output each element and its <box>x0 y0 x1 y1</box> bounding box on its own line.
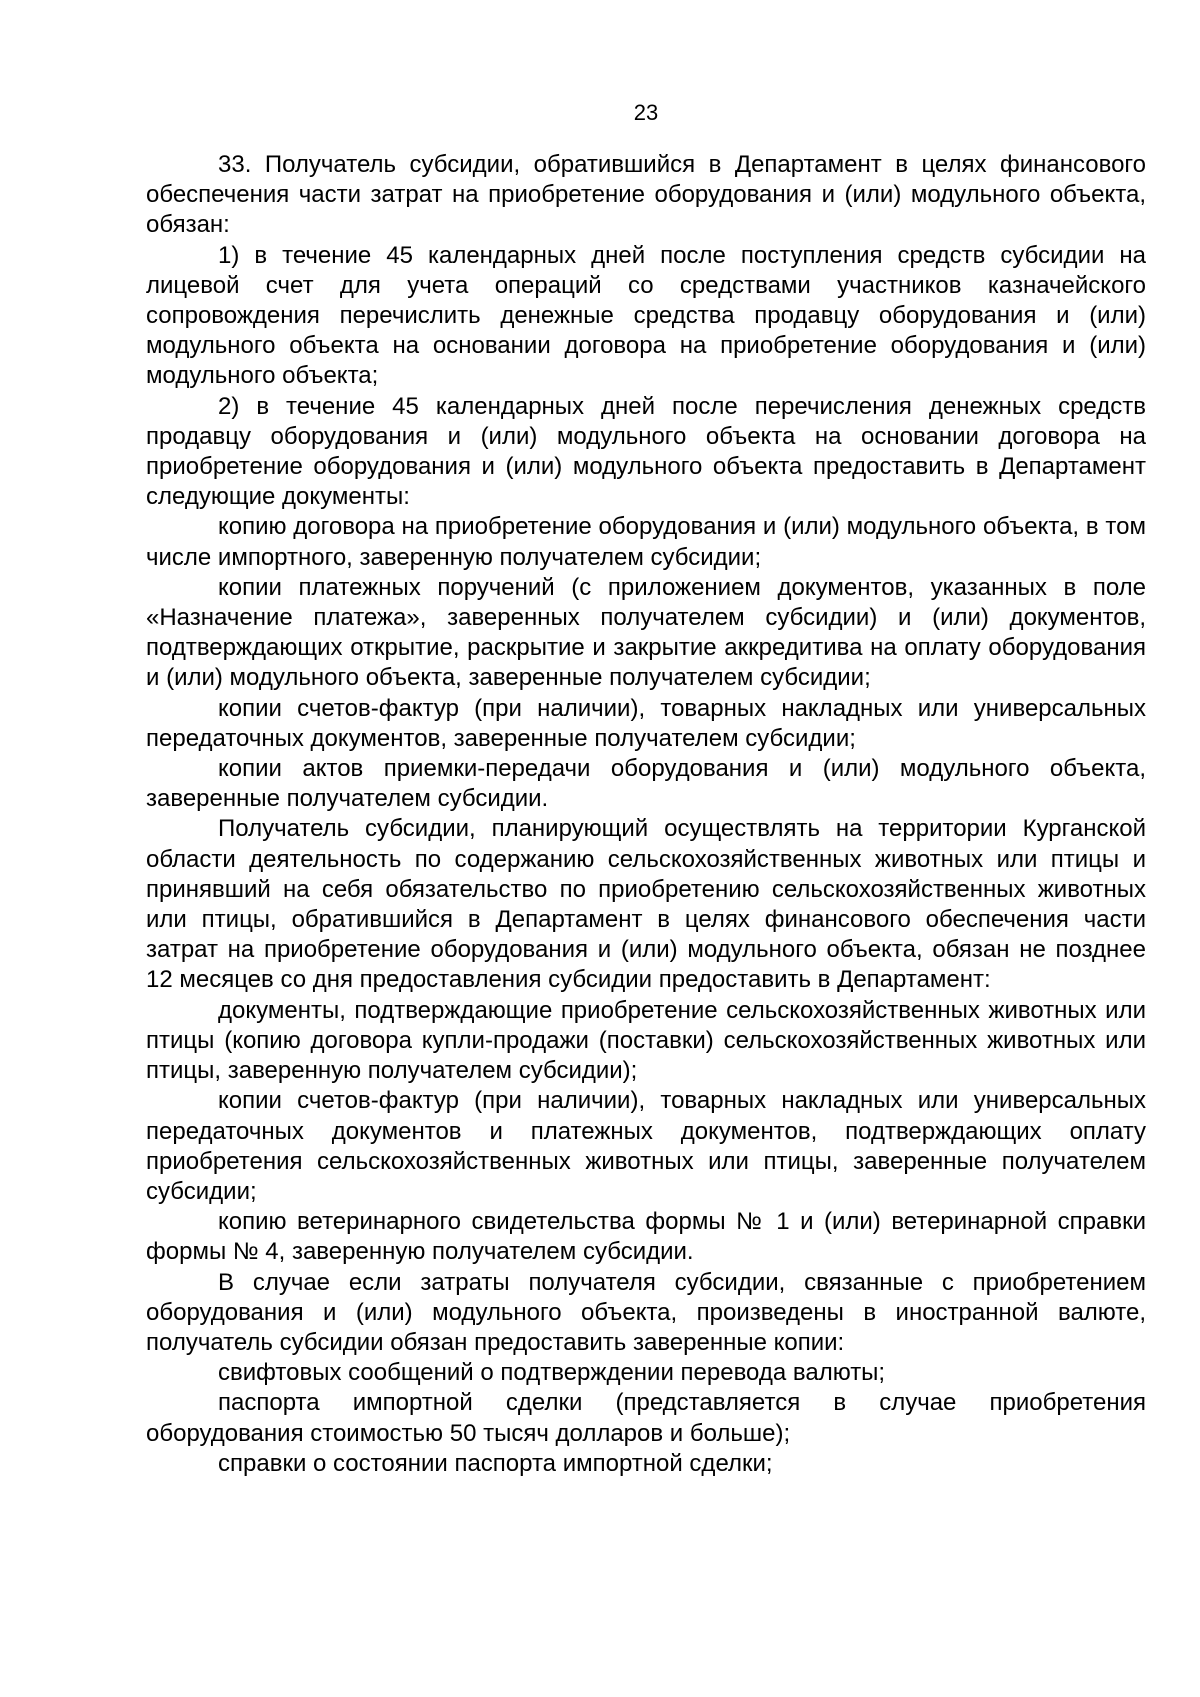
paragraph-item-2: 2) в течение 45 календарных дней после перечисления денежных средств продавцу оборудования и (или) модульного объекта на основании договора на приобретение оборудования и (или) модульного объекта предоставить в Департамент следующие документы: <box>146 392 1146 511</box>
paragraph-veterinary-certificate: копию ветеринарного свидетельства формы № 1 и (или) ветеринарной справки формы № 4, заверенную получателем субсидии. <box>146 1208 1146 1266</box>
paragraph-swift-messages: свифтовых сообщений о подтверждении перевода валюты; <box>218 1359 886 1387</box>
paragraph-acceptance-acts: копии актов приемки-передачи оборудования и (или) модульного объекта, заверенные получателем субсидии. <box>146 755 1146 813</box>
paragraph-33-intro: 33. Получатель субсидии, обратившийся в Департамент в целях финансового обеспечения части затрат на приобретение оборудования и (или) модульного объекта, обязан: <box>146 151 1146 239</box>
paragraph-foreign-currency: В случае если затраты получателя субсидии, связанные с приобретением оборудования и (или) модульного объекта, произведены в иностранной валюте, получатель субсидии обязан предоставить заверенные копии: <box>146 1268 1146 1356</box>
paragraph-import-passport: паспорта импортной сделки (представляется в случае приобретения оборудования стоимостью 50 тысяч долларов и больше); <box>146 1389 1146 1447</box>
paragraph-import-passport-status: справки о состоянии паспорта импортной сделки; <box>218 1449 773 1477</box>
paragraph-invoices: копии счетов-фактур (при наличии), товарных накладных или универсальных передаточных документов, заверенные получателем субсидии; <box>146 694 1146 752</box>
paragraph-item-1: 1) в течение 45 календарных дней после поступления средств субсидии на лицевой счет для учета операций со средствами участников казначейского сопровождения перечислить денежные средства продавцу оборудования и (или) модульного объекта на основании договора на приобретение оборудования и (или) модульного объекта; <box>146 241 1146 390</box>
paragraph-livestock-documents: документы, подтверждающие приобретение сельскохозяйственных животных или птицы (копию договора купли-продажи (поставки) сельскохозяйственных животных или птицы, заверенную получателем субсидии); <box>146 996 1146 1085</box>
document-body <box>146 150 1146 1479</box>
paragraph-livestock-invoices: копии счетов-фактур (при наличии), товарных накладных или универсальных передаточных документов и платежных документов, подтверждающих оплату приобретения сельскохозяйственных животных или птицы, заверенные получателем субсидии; <box>146 1087 1146 1205</box>
paragraph-payment-orders: копии платежных поручений (с приложением документов, указанных в поле «Назначение платежа», заверенных получателем субсидии) и (или) документов, подтверждающих открытие, раскрытие и закрытие аккредитива на оплату оборудования и (или) модульного объекта, заверенные получателем субсидии; <box>146 573 1146 692</box>
page-number: 23 <box>633 100 659 125</box>
paragraph-contract-copy: копию договора на приобретение оборудования и (или) модульного объекта, в том числе импортного, заверенную получателем субсидии; <box>146 513 1146 571</box>
paragraph-livestock-recipient: Получатель субсидии, планирующий осуществлять на территории Курганской области деятельность по содержанию сельскохозяйственных животных или птицы и принявший на себя обязательство по приобретению сельскохозяйственных животных или птицы, обратившийся в Департамент в целях финансового обеспечения части затрат на приобретение оборудования и (или) модульного объекта, обязан не позднее 12 месяцев со дня предоставления субсидии предоставить в Департамент: <box>146 815 1146 994</box>
